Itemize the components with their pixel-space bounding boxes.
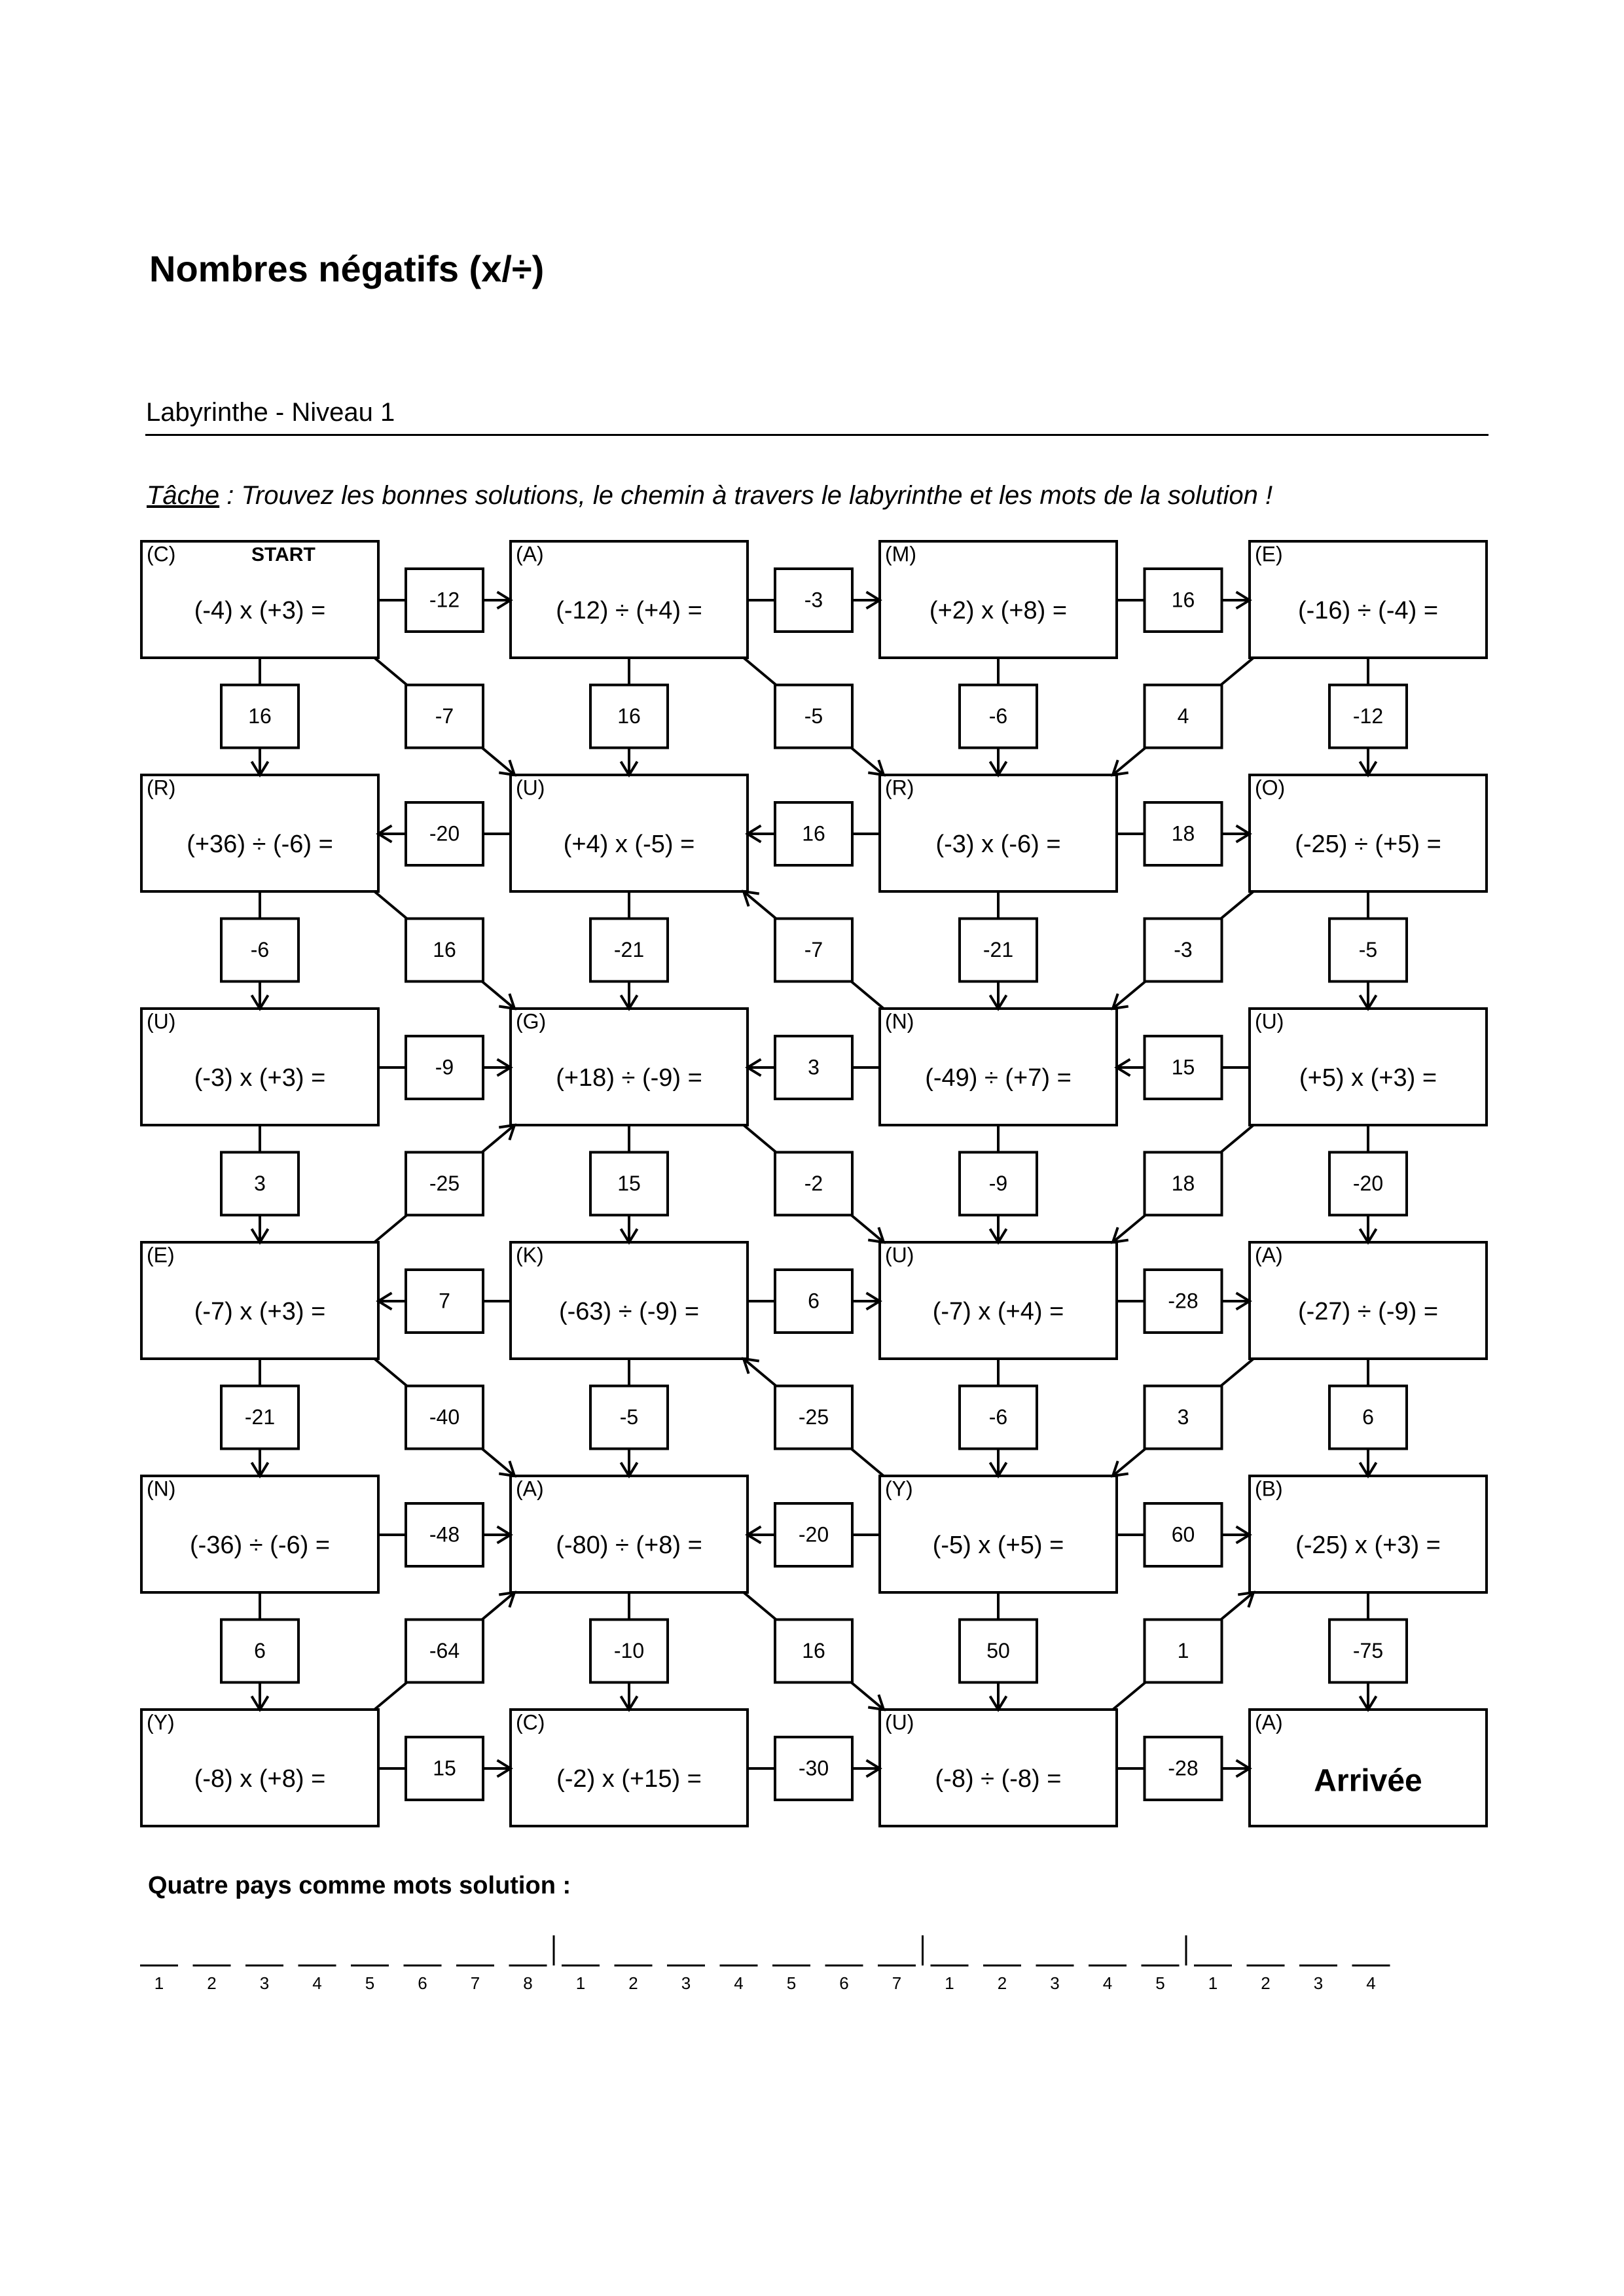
box-letter: (U) bbox=[1255, 1009, 1284, 1033]
equation-text: (-12) ÷ (+4) = bbox=[556, 597, 702, 625]
box-letter: (C) bbox=[516, 1710, 545, 1734]
value-label: 6 bbox=[1362, 1405, 1374, 1429]
equation-text: (-80) ÷ (+8) = bbox=[556, 1532, 702, 1560]
page-title: Nombres négatifs (x/÷) bbox=[149, 248, 545, 289]
value-label: 6 bbox=[254, 1638, 266, 1662]
task-label: Tâche bbox=[147, 481, 220, 510]
equation-text: (-7) x (+3) = bbox=[194, 1298, 326, 1326]
box-letter: (U) bbox=[885, 1243, 914, 1267]
value-label: 1 bbox=[1177, 1638, 1189, 1662]
blank-number: 4 bbox=[734, 1973, 744, 1993]
value-label: 60 bbox=[1171, 1522, 1195, 1547]
value-label: 3 bbox=[808, 1055, 820, 1079]
value-label: -28 bbox=[1168, 1289, 1199, 1313]
blank-number: 1 bbox=[1208, 1973, 1218, 1993]
box-letter: (O) bbox=[1255, 776, 1286, 800]
value-label: -20 bbox=[429, 821, 460, 846]
box-letter: (A) bbox=[516, 542, 544, 566]
value-label: 6 bbox=[808, 1289, 820, 1313]
value-label: -7 bbox=[804, 937, 823, 961]
box-letter: (U) bbox=[147, 1009, 176, 1033]
value-label: -25 bbox=[429, 1171, 460, 1195]
box-letter: (N) bbox=[147, 1477, 176, 1501]
box-letter: (A) bbox=[516, 1477, 544, 1501]
box-letter: (Y) bbox=[147, 1710, 175, 1734]
box-letter: (M) bbox=[885, 542, 916, 566]
value-label: -12 bbox=[1352, 704, 1384, 728]
blank-number: 2 bbox=[628, 1973, 638, 1993]
value-label: -5 bbox=[619, 1405, 639, 1429]
blank-number: 7 bbox=[892, 1973, 902, 1993]
worksheet-subtitle: Labyrinthe - Niveau 1 bbox=[146, 398, 395, 427]
equation-text: (-25) x (+3) = bbox=[1295, 1532, 1441, 1560]
equation-text: (-36) ÷ (-6) = bbox=[189, 1532, 331, 1560]
box-letter: (A) bbox=[1255, 1710, 1283, 1734]
value-label: 18 bbox=[1171, 1171, 1195, 1195]
value-label: -5 bbox=[1358, 937, 1378, 961]
value-label: -30 bbox=[798, 1756, 829, 1780]
equation-text: (-49) ÷ (+7) = bbox=[925, 1064, 1072, 1092]
value-label: -28 bbox=[1168, 1756, 1199, 1780]
value-label: -9 bbox=[435, 1055, 454, 1079]
value-label: 18 bbox=[1171, 821, 1195, 846]
value-label: 16 bbox=[802, 821, 825, 846]
blank-number: 5 bbox=[365, 1973, 375, 1993]
equation-text: (-63) ÷ (-9) = bbox=[558, 1298, 700, 1326]
equation-text: (-5) x (+5) = bbox=[932, 1532, 1064, 1560]
equation-text: (+36) ÷ (-6) = bbox=[187, 831, 333, 859]
equation-text: (-3) x (+3) = bbox=[194, 1064, 326, 1092]
value-label: 50 bbox=[986, 1638, 1010, 1662]
value-label: 16 bbox=[433, 937, 456, 961]
blank-number: 2 bbox=[207, 1973, 217, 1993]
equation-text: (-8) ÷ (-8) = bbox=[935, 1765, 1062, 1793]
blank-number: 1 bbox=[575, 1973, 586, 1993]
blank-number: 1 bbox=[154, 1973, 164, 1993]
equation-text: (-16) ÷ (-4) = bbox=[1297, 597, 1439, 625]
value-label: -2 bbox=[804, 1171, 823, 1195]
box-letter: (R) bbox=[885, 776, 914, 800]
value-label: 15 bbox=[617, 1171, 641, 1195]
value-label: 3 bbox=[254, 1171, 266, 1195]
value-label: 7 bbox=[439, 1289, 450, 1313]
value-label: -5 bbox=[804, 704, 823, 728]
equation-text: (-2) x (+15) = bbox=[556, 1765, 702, 1793]
box-letter: (U) bbox=[516, 776, 545, 800]
answers-label: Quatre pays comme mots solution : bbox=[148, 1872, 571, 1899]
blank-number: 3 bbox=[681, 1973, 691, 1993]
box-letter: (C) bbox=[147, 542, 176, 566]
value-label: -48 bbox=[429, 1522, 460, 1547]
value-label: 16 bbox=[617, 704, 641, 728]
box-letter: (E) bbox=[147, 1243, 175, 1267]
blank-number: 6 bbox=[418, 1973, 427, 1993]
equation-text: (-4) x (+3) = bbox=[194, 597, 326, 625]
value-label: 15 bbox=[433, 1756, 456, 1780]
equation-text: (+4) x (-5) = bbox=[563, 831, 695, 859]
value-label: 16 bbox=[802, 1638, 825, 1662]
equation-text: (+2) x (+8) = bbox=[929, 597, 1068, 625]
blank-number: 2 bbox=[997, 1973, 1007, 1993]
equation-text: (-7) x (+4) = bbox=[932, 1298, 1064, 1326]
value-label: 15 bbox=[1171, 1055, 1195, 1079]
equation-text: (-27) ÷ (-9) = bbox=[1297, 1298, 1439, 1326]
equation-text: (-8) x (+8) = bbox=[194, 1765, 326, 1793]
box-letter: (E) bbox=[1255, 542, 1283, 566]
blank-number: 3 bbox=[259, 1973, 270, 1993]
value-label: -6 bbox=[988, 704, 1008, 728]
blank-number: 6 bbox=[839, 1973, 849, 1993]
value-label: -6 bbox=[988, 1405, 1008, 1429]
task-text: : Trouvez les bonnes solutions, le chemin à travers le labyrinthe et les mots de la solution ! bbox=[219, 481, 1273, 510]
blank-number: 3 bbox=[1313, 1973, 1324, 1993]
value-label: -7 bbox=[435, 704, 454, 728]
equation-text: (-25) ÷ (+5) = bbox=[1295, 831, 1441, 859]
value-label: -9 bbox=[988, 1171, 1008, 1195]
equation-text: (+5) x (+3) = bbox=[1299, 1064, 1437, 1092]
value-label: -75 bbox=[1352, 1638, 1384, 1662]
value-label: -10 bbox=[613, 1638, 645, 1662]
finish-label: Arrivée bbox=[1314, 1763, 1422, 1799]
blank-number: 7 bbox=[470, 1973, 480, 1993]
value-label: -40 bbox=[429, 1405, 460, 1429]
value-label: -6 bbox=[250, 937, 270, 961]
blank-number: 4 bbox=[312, 1973, 322, 1993]
box-letter: (K) bbox=[516, 1243, 544, 1267]
blank-number: 4 bbox=[1366, 1973, 1376, 1993]
box-letter: (N) bbox=[885, 1009, 914, 1033]
equation-text: (+18) ÷ (-9) = bbox=[556, 1064, 702, 1092]
blank-number: 5 bbox=[1155, 1973, 1165, 1993]
box-letter: (U) bbox=[885, 1710, 914, 1734]
value-label: -64 bbox=[429, 1638, 460, 1662]
box-letter: (Y) bbox=[885, 1477, 913, 1501]
value-label: 4 bbox=[1177, 704, 1189, 728]
value-label: 16 bbox=[248, 704, 272, 728]
blank-number: 2 bbox=[1261, 1973, 1271, 1993]
box-letter: (A) bbox=[1255, 1243, 1283, 1267]
value-label: -3 bbox=[804, 588, 823, 612]
blank-number: 4 bbox=[1102, 1973, 1113, 1993]
value-label: -20 bbox=[798, 1522, 829, 1547]
value-label: -21 bbox=[983, 937, 1014, 961]
box-letter: (G) bbox=[516, 1009, 547, 1033]
equation-text: (-3) x (-6) = bbox=[935, 831, 1061, 859]
value-label: 16 bbox=[1171, 588, 1195, 612]
value-label: -21 bbox=[244, 1405, 276, 1429]
blank-number: 8 bbox=[523, 1973, 533, 1993]
box-letter: (R) bbox=[147, 776, 176, 800]
blank-number: 3 bbox=[1050, 1973, 1060, 1993]
value-label: -21 bbox=[613, 937, 645, 961]
value-label: -3 bbox=[1174, 937, 1193, 961]
box-letter: (B) bbox=[1255, 1477, 1283, 1501]
value-label: -20 bbox=[1352, 1171, 1384, 1195]
value-label: -12 bbox=[429, 588, 460, 612]
value-label: 3 bbox=[1177, 1405, 1189, 1429]
value-label: -25 bbox=[798, 1405, 829, 1429]
blank-number: 1 bbox=[945, 1973, 954, 1993]
blank-number: 5 bbox=[786, 1973, 797, 1993]
start-label: START bbox=[251, 543, 316, 565]
